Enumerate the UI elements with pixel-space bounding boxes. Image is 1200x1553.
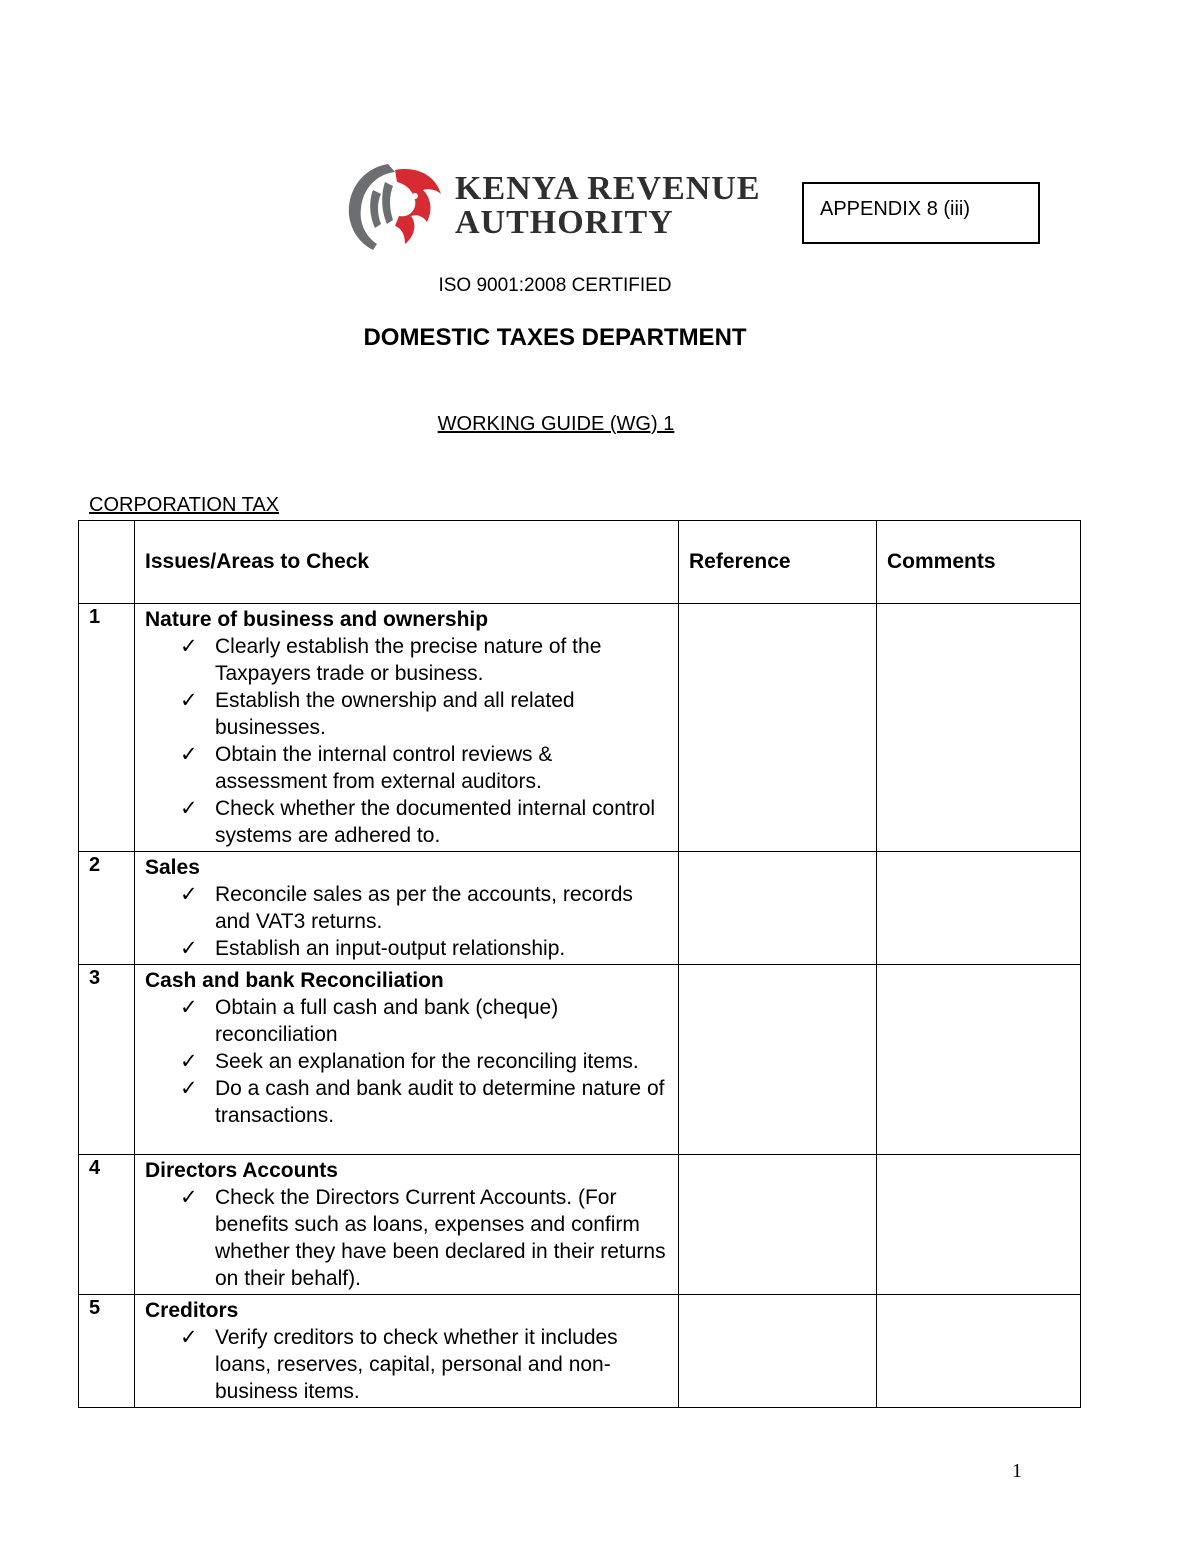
comments-cell [877, 965, 1081, 1155]
section-heading: CORPORATION TAX [89, 494, 280, 516]
check-item-text: Obtain a full cash and bank (cheque) reconciliation [215, 996, 559, 1046]
appendix-box [802, 182, 1040, 244]
header-issues: Issues/Areas to Check [135, 521, 679, 604]
check-item [145, 1048, 670, 1075]
header-reference: Reference [679, 521, 877, 604]
guide-title: WORKING GUIDE (WG) 1 [437, 413, 675, 435]
check-item-text: Reconcile sales as per the accounts, records and VAT3 returns. [215, 883, 633, 933]
comments-cell [877, 1295, 1081, 1408]
check-list [145, 1184, 670, 1292]
checkmark-icon: ✓ [180, 1186, 198, 1209]
issue-title: Sales [145, 856, 200, 879]
check-item [145, 994, 670, 1048]
table-row [79, 1295, 1081, 1408]
check-list [145, 994, 670, 1129]
issue-cell [135, 604, 679, 852]
issue-title: Directors Accounts [145, 1159, 338, 1182]
issue-title: Cash and bank Reconciliation [145, 969, 444, 992]
issue-cell [135, 1295, 679, 1408]
table-row [79, 604, 1081, 852]
checkmark-icon: ✓ [180, 996, 198, 1019]
reference-cell [679, 965, 877, 1155]
check-list [145, 1324, 670, 1405]
table-row [79, 852, 1081, 965]
issue-cell [135, 852, 679, 965]
check-item [145, 741, 670, 795]
check-item-text: Establish an input-output relationship. [215, 937, 566, 960]
check-list [145, 633, 670, 849]
checkmark-icon: ✓ [180, 797, 198, 820]
checkmark-icon: ✓ [180, 883, 198, 906]
row-number: 5 [79, 1295, 135, 1408]
logo-text-line1: KENYA REVENUE [455, 170, 761, 207]
appendix-label: APPENDIX 8 (iii) [820, 198, 971, 220]
kra-logo [343, 160, 768, 252]
check-item-text: Verify creditors to check whether it includes loans, reserves, capital, personal and non-business items. [215, 1326, 618, 1403]
comments-cell [877, 852, 1081, 965]
header-comments: Comments [877, 521, 1081, 604]
issue-title: Nature of business and ownership [145, 608, 489, 631]
issue-title: Creditors [145, 1299, 239, 1322]
check-item [145, 935, 670, 962]
check-item-text: Clearly establish the precise nature of the Taxpayers trade or business. [215, 635, 602, 685]
issue-cell [135, 1155, 679, 1295]
check-list [145, 881, 670, 962]
check-item [145, 881, 670, 935]
table-header-row [79, 521, 1081, 604]
checklist-table [78, 520, 1081, 1408]
header-number [79, 521, 135, 604]
check-item-text: Check whether the documented internal control systems are adhered to. [215, 797, 656, 847]
check-item [145, 1075, 670, 1129]
check-item [145, 795, 670, 849]
check-item-text: Obtain the internal control reviews & assessment from external auditors. [215, 743, 553, 793]
page-number: 1 [1012, 1460, 1022, 1482]
reference-cell [679, 604, 877, 852]
certification-text: ISO 9001:2008 CERTIFIED [438, 275, 672, 296]
comments-cell [877, 604, 1081, 852]
row-number: 4 [79, 1155, 135, 1295]
check-item [145, 1184, 670, 1292]
row-number: 1 [79, 604, 135, 852]
checkmark-icon: ✓ [180, 1326, 198, 1349]
check-item-text: Establish the ownership and all related businesses. [215, 689, 575, 739]
checkmark-icon: ✓ [180, 937, 198, 960]
department-title: DOMESTIC TAXES DEPARTMENT [363, 324, 747, 351]
check-item [145, 687, 670, 741]
check-item [145, 633, 670, 687]
checkmark-icon: ✓ [180, 1077, 198, 1100]
check-item [145, 1324, 670, 1405]
checkmark-icon: ✓ [180, 635, 198, 658]
checkmark-icon: ✓ [180, 743, 198, 766]
row-number: 2 [79, 852, 135, 965]
table-row [79, 1155, 1081, 1295]
issue-cell [135, 965, 679, 1155]
row-number: 3 [79, 965, 135, 1155]
checkmark-icon: ✓ [180, 689, 198, 712]
reference-cell [679, 1155, 877, 1295]
reference-cell [679, 852, 877, 965]
comments-cell [877, 1155, 1081, 1295]
check-item-text: Do a cash and bank audit to determine nature of transactions. [215, 1077, 665, 1127]
reference-cell [679, 1295, 877, 1408]
checkmark-icon: ✓ [180, 1050, 198, 1073]
logo-text-line2: AUTHORITY [455, 204, 674, 241]
check-item-text: Check the Directors Current Accounts. (For benefits such as loans, expenses and confirm whether they have been declared in their returns on their behalf). [215, 1186, 666, 1290]
table-row [79, 965, 1081, 1155]
lion-emblem-icon [343, 160, 443, 252]
check-item-text: Seek an explanation for the reconciling items. [215, 1050, 639, 1073]
